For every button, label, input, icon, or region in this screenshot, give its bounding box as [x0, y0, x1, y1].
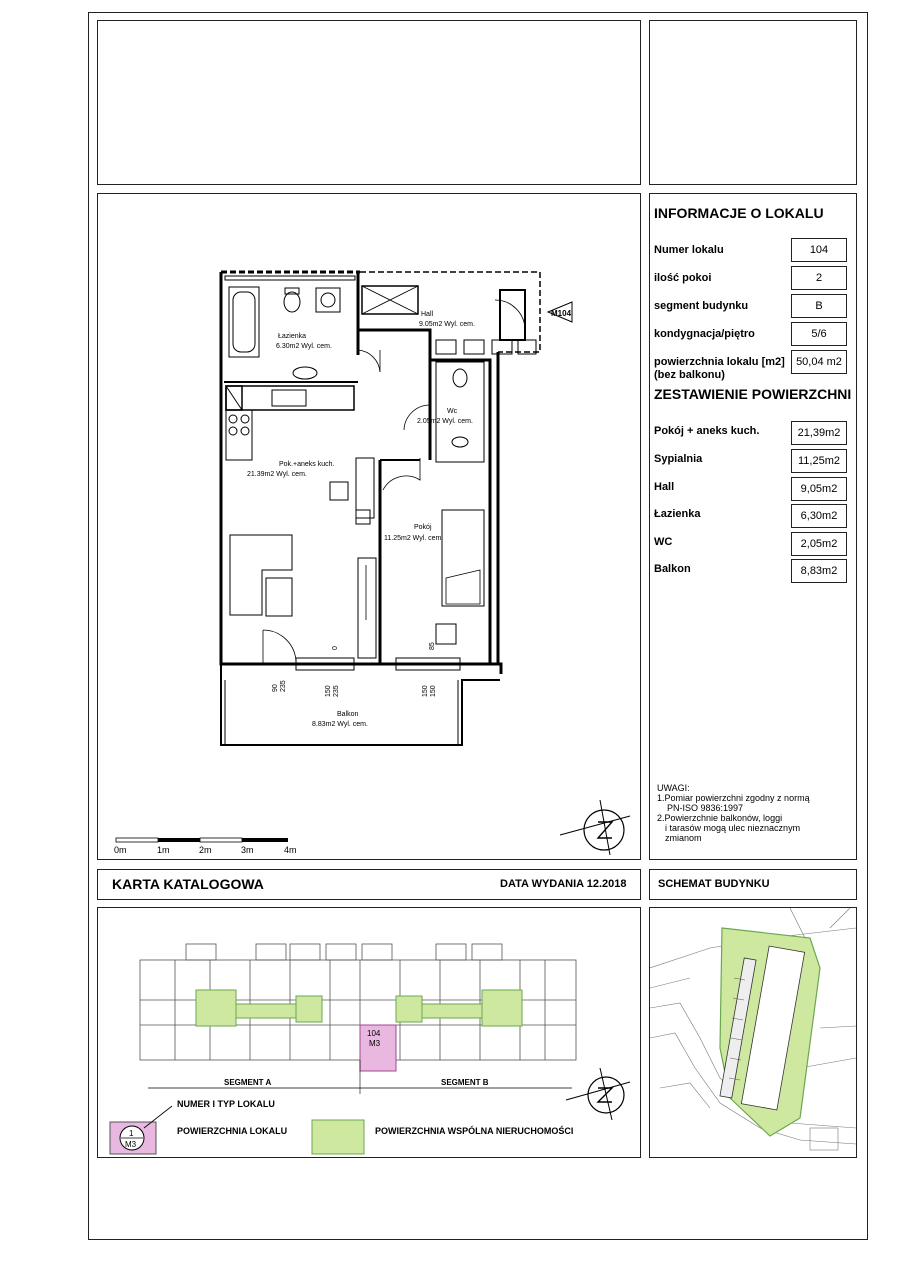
summary-label-wc: WC	[654, 536, 673, 548]
room-label-hall: Hall	[421, 311, 434, 318]
notes	[657, 783, 810, 843]
room-area-bedroom: 11.25m2 Wyl. cem.	[384, 535, 444, 542]
info-label-area: powierzchnia lokalu [m2]	[654, 356, 785, 368]
site-map	[650, 908, 856, 1157]
summary-value-hall: 9,05m2	[791, 477, 847, 501]
summary-label-hall: Hall	[654, 481, 675, 493]
unit-mark-type: M3	[369, 1039, 381, 1048]
room-area-bathroom: 6.30m2 Wyl. cem.	[276, 343, 332, 350]
dim-label: 85	[429, 642, 436, 650]
info-title: INFORMACJE O LOKALU	[654, 205, 824, 221]
legend-unit-area: POWIERZCHNIA LOKALU	[177, 1126, 288, 1136]
segment-b-label: SEGMENT B	[441, 1078, 489, 1087]
room-area-hall: 9.05m2 Wyl. cem.	[419, 321, 475, 328]
scale-label: 1m	[157, 845, 170, 855]
notes-line: i tarasów mogą ulec nieznacznym	[665, 823, 801, 833]
building-scheme	[98, 908, 640, 1157]
summary-label-bathroom: Łazienka	[654, 508, 701, 520]
legend-common-area: POWIERZCHNIA WSPÓLNA NIERUCHOMOŚCI	[375, 1126, 574, 1136]
info-value-segment: B	[791, 294, 847, 318]
room-label-living: Pok.+aneks kuch.	[279, 461, 335, 468]
summary-label-balcony: Balkon	[654, 563, 691, 575]
notes-line: 1.Pomiar powierzchni zgodny z normą	[657, 793, 810, 803]
info-value-area: 50,04 m2	[791, 350, 847, 374]
north-arrow-icon	[560, 800, 630, 855]
catalog-date: DATA WYDANIA 12.2018	[500, 878, 627, 890]
info-value-floor: 5/6	[791, 322, 847, 346]
room-label-wc: Wc	[447, 408, 458, 415]
info-label-area-note: (bez balkonu)	[654, 369, 725, 381]
legend-badge-type: M3	[125, 1140, 137, 1149]
legend-unit-type: NUMER I TYP LOKALU	[177, 1099, 275, 1109]
room-label-bedroom: Pokój	[414, 524, 432, 531]
header-left-box	[97, 20, 641, 185]
summary-value-bedroom: 11,25m2	[791, 449, 847, 473]
scale-label: 0m	[114, 845, 127, 855]
floor-plan	[98, 194, 640, 859]
summary-label-bedroom: Sypialnia	[654, 453, 703, 465]
info-label-rooms: ilość pokoi	[654, 272, 712, 284]
room-area-balcony: 8.83m2 Wyl. cem.	[312, 721, 368, 728]
common-area	[196, 990, 522, 1026]
unit-mark-number: 104	[367, 1029, 381, 1038]
scale-label: 4m	[284, 845, 297, 855]
summary-value-living: 21,39m2	[791, 421, 847, 445]
notes-line: 2.Powierzchnie balkonów, loggi	[657, 813, 783, 823]
dim-label: 150	[422, 685, 429, 697]
notes-line: zmianom	[665, 833, 702, 843]
summary-label-living: Pokój + aneks kuch.	[654, 425, 760, 437]
notes-line: PN-ISO 9836:1997	[667, 803, 744, 813]
info-label-floor: kondygnacja/piętro	[654, 328, 755, 340]
catalog-title: KARTA KATALOGOWA	[112, 876, 264, 892]
info-value-number: 104	[791, 238, 847, 262]
dim-label: 150	[430, 685, 437, 697]
scale-bar	[114, 838, 297, 855]
legend-common-swatch	[312, 1120, 364, 1154]
summary-value-wc: 2,05m2	[791, 532, 847, 556]
room-label-balcony: Balkon	[337, 711, 359, 718]
dim-label: 235	[333, 685, 340, 697]
scheme-title: SCHEMAT BUDYNKU	[658, 878, 770, 890]
room-area-wc: 2.05m2 Wyl. cem.	[417, 418, 473, 425]
summary-value-bathroom: 6,30m2	[791, 504, 847, 528]
unit-tag: M104	[551, 309, 572, 318]
north-arrow-icon	[566, 1068, 630, 1120]
room-area-living: 21.39m2 Wyl. cem.	[247, 471, 307, 478]
segment-a-label: SEGMENT A	[224, 1078, 272, 1087]
header-right-box	[649, 20, 857, 185]
summary-value-balcony: 8,83m2	[791, 559, 847, 583]
room-label-bathroom: Łazienka	[278, 333, 307, 340]
dim-label: 235	[280, 680, 287, 692]
scale-label: 2m	[199, 845, 212, 855]
notes-title: UWAGI:	[657, 783, 690, 793]
legend-badge-number: 1	[129, 1129, 134, 1138]
info-value-rooms: 2	[791, 266, 847, 290]
dim-label: 90	[272, 684, 279, 692]
dim-label: 150	[325, 685, 332, 697]
summary-title: ZESTAWIENIE POWIERZCHNI	[654, 386, 852, 402]
scale-label: 3m	[241, 845, 254, 855]
info-label-number: Numer lokalu	[654, 244, 724, 256]
dim-label: 0	[332, 646, 339, 650]
info-label-segment: segment budynku	[654, 300, 749, 312]
